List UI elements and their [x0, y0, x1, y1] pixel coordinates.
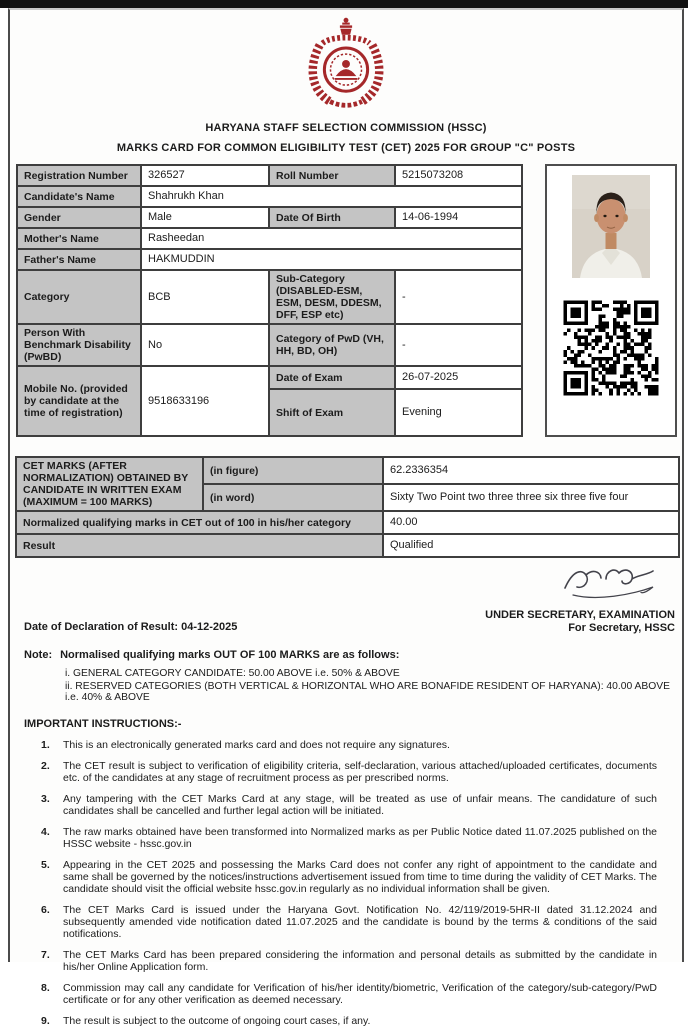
instruction-item — [41, 794, 671, 818]
marks-card-page — [8, 8, 684, 1028]
note-row — [15, 649, 677, 661]
instruction-item — [41, 740, 671, 752]
roll-number-value: 5215073208 — [395, 165, 522, 186]
cet-marks-label: CET MARKS (AFTER NORMALIZATION) OBTAINED BY CANDIDATE IN WRITTEN EXAM (MAXIMUM = 100 MARKS) — [16, 457, 203, 511]
note-label: Note: — [24, 649, 53, 661]
table-row — [16, 511, 679, 534]
in-word-value: Sixty Two Point two three three six three five four — [383, 484, 679, 511]
subcategory-label: Sub-Category (DISABLED-ESM, ESM, DESM, DDESM, DFF, ESP etc) — [269, 270, 395, 324]
instruction-item — [41, 983, 671, 1007]
result-label: Result — [16, 534, 383, 557]
table-row — [17, 324, 522, 366]
emblem-wrap — [15, 16, 677, 110]
qualifying-marks-label: Normalized qualifying marks in CET out of 100 in his/her category — [16, 511, 383, 534]
instruction-number: 6. — [41, 903, 50, 916]
pwbd-value: No — [141, 324, 269, 366]
in-word-label: (in word) — [203, 484, 383, 511]
instruction-text: The raw marks obtained have been transformed into Normalized marks as per Public Notice dated 11.07.2025 published on the HSSC website - hssc.gov.in — [63, 825, 657, 850]
instruction-text: The CET Marks Card has been prepared considering the information and personal details as submitted by the candidate in his/her Online Application form. — [63, 948, 657, 973]
dob-value: 14-06-1994 — [395, 207, 522, 228]
candidate-info-section — [16, 164, 677, 437]
instruction-number: 7. — [41, 948, 50, 961]
haryana-state-emblem-icon — [300, 16, 392, 110]
instruction-number: 2. — [41, 759, 50, 772]
authority-line2: For Secretary, HSSC — [568, 621, 675, 634]
instruction-item — [41, 860, 671, 895]
instruction-number: 8. — [41, 981, 50, 994]
declaration-date: Date of Declaration of Result: 04-12-2025 — [24, 621, 238, 633]
candidate-name-value: Shahrukh Khan — [141, 186, 522, 207]
instruction-item — [41, 761, 671, 785]
doc-title: MARKS CARD FOR COMMON ELIGIBILITY TEST (CET) 2025 FOR GROUP "C" POSTS — [116, 142, 576, 154]
in-figure-value: 62.2336354 — [383, 457, 679, 484]
result-value: Qualified — [383, 534, 679, 557]
registration-number-value: 326527 — [141, 165, 269, 186]
photo-qr-box — [545, 164, 677, 437]
signature-block — [485, 562, 675, 634]
dob-label: Date Of Birth — [269, 207, 395, 228]
category-value: BCB — [141, 270, 269, 324]
instruction-text: The CET result is subject to verification of eligibility criteria, self-declaration, various attached/uploaded certificates, documents etc. of the candidates at any stage of recruitment process as per prescribed norms. — [63, 759, 657, 784]
exam-date-label: Date of Exam — [269, 366, 395, 389]
org-title: HARYANA STAFF SELECTION COMMISSION (HSSC) — [205, 122, 487, 134]
subcategory-value: - — [395, 270, 522, 324]
category-label: Category — [17, 270, 141, 324]
note-text: Normalised qualifying marks OUT OF 100 MARKS are as follows: — [60, 649, 400, 661]
instruction-item — [41, 1016, 671, 1028]
instruction-text: This is an electronically generated marks card and does not require any signatures. — [63, 738, 450, 751]
candidate-photo — [572, 175, 650, 278]
instruction-text: The result is subject to the outcome of ongoing court cases, if any. — [63, 1015, 371, 1028]
roll-number-label: Roll Number — [269, 165, 395, 186]
table-row — [17, 207, 522, 228]
instructions-heading: IMPORTANT INSTRUCTIONS:- — [24, 717, 182, 730]
in-figure-label: (in figure) — [203, 457, 383, 484]
table-row — [17, 270, 522, 324]
signature-icon — [557, 562, 661, 604]
instruction-number: 3. — [41, 792, 50, 805]
table-row — [17, 366, 522, 389]
gender-value: Male — [141, 207, 269, 228]
table-row — [17, 249, 522, 270]
instruction-text: Any tampering with the CET Marks Card at any stage, will be treated as use of unfair means. The candidature of such candidates shall be cancelled and further legal action will be initiated. — [63, 792, 657, 817]
table-row — [17, 165, 522, 186]
registration-number-label: Registration Number — [17, 165, 141, 186]
marks-table — [15, 456, 680, 558]
qr-code — [560, 297, 662, 399]
instruction-number: 9. — [41, 1015, 50, 1028]
scan-top-band — [0, 0, 688, 8]
candidate-name-label: Candidate's Name — [17, 186, 141, 207]
father-name-label: Father's Name — [17, 249, 141, 270]
table-row — [17, 186, 522, 207]
exam-shift-label: Shift of Exam — [269, 389, 395, 436]
table-row — [16, 457, 679, 484]
authority-line1: UNDER SECRETARY, EXAMINATION — [485, 609, 675, 621]
note-items — [15, 668, 677, 704]
instruction-text: The CET Marks Card is issued under the Haryana Govt. Notification No. 42/119/2019-5HR-II dated 31.12.2024 and subsequently amended vide notification dated 11.07.2025 and the candidate is bound by the terms & conditions of the said notifications. — [63, 903, 657, 940]
instruction-text: Commission may call any candidate for Verification of his/her identity/biometric, Verification of the category/sub-category/PwD certificate or for any other verification as deemed necessary. — [63, 981, 657, 1006]
note-item: ii. RESERVED CATEGORIES (BOTH VERTICAL & HORIZONTAL WHO ARE BONAFIDE RESIDENT OF HARYANA): 40.00 ABOVE i.e. 40% & ABOVE — [65, 680, 670, 703]
pwbd-label: Person With Benchmark Disability (PwBD) — [17, 324, 141, 366]
table-row — [17, 228, 522, 249]
candidate-info-table — [16, 164, 523, 437]
mobile-value: 9518633196 — [141, 366, 269, 436]
instruction-item — [41, 827, 671, 851]
mother-name-label: Mother's Name — [17, 228, 141, 249]
gender-label: Gender — [17, 207, 141, 228]
mother-name-value: Rasheedan — [141, 228, 522, 249]
note-item: i. GENERAL CATEGORY CANDIDATE: 50.00 ABOVE i.e. 50% & ABOVE — [65, 668, 400, 679]
mobile-label: Mobile No. (provided by candidate at the time of registration) — [17, 366, 141, 436]
pwd-category-value: - — [395, 324, 522, 366]
exam-shift-value: Evening — [395, 389, 522, 436]
instructions-list — [41, 740, 671, 1028]
instruction-number: 5. — [41, 859, 50, 872]
exam-date-value: 26-07-2025 — [395, 366, 522, 389]
father-name-value: HAKMUDDIN — [141, 249, 522, 270]
declaration-signature-row — [15, 562, 677, 634]
qualifying-marks-value: 40.00 — [383, 511, 679, 534]
instruction-text: Appearing in the CET 2025 and possessing the Marks Card does not confer any right of appointment to the candidate and same shall be governed by the notices/instructions advertisement issued from time to time during the validity of CET Marks. The candidate should visit the official website hssc.gov.in regularly as no individual information shall be given. — [63, 859, 657, 895]
instruction-number: 4. — [41, 825, 50, 838]
instruction-number: 1. — [41, 738, 50, 751]
pwd-category-label: Category of PwD (VH, HH, BD, OH) — [269, 324, 395, 366]
instruction-item — [41, 905, 671, 940]
table-row — [16, 534, 679, 557]
